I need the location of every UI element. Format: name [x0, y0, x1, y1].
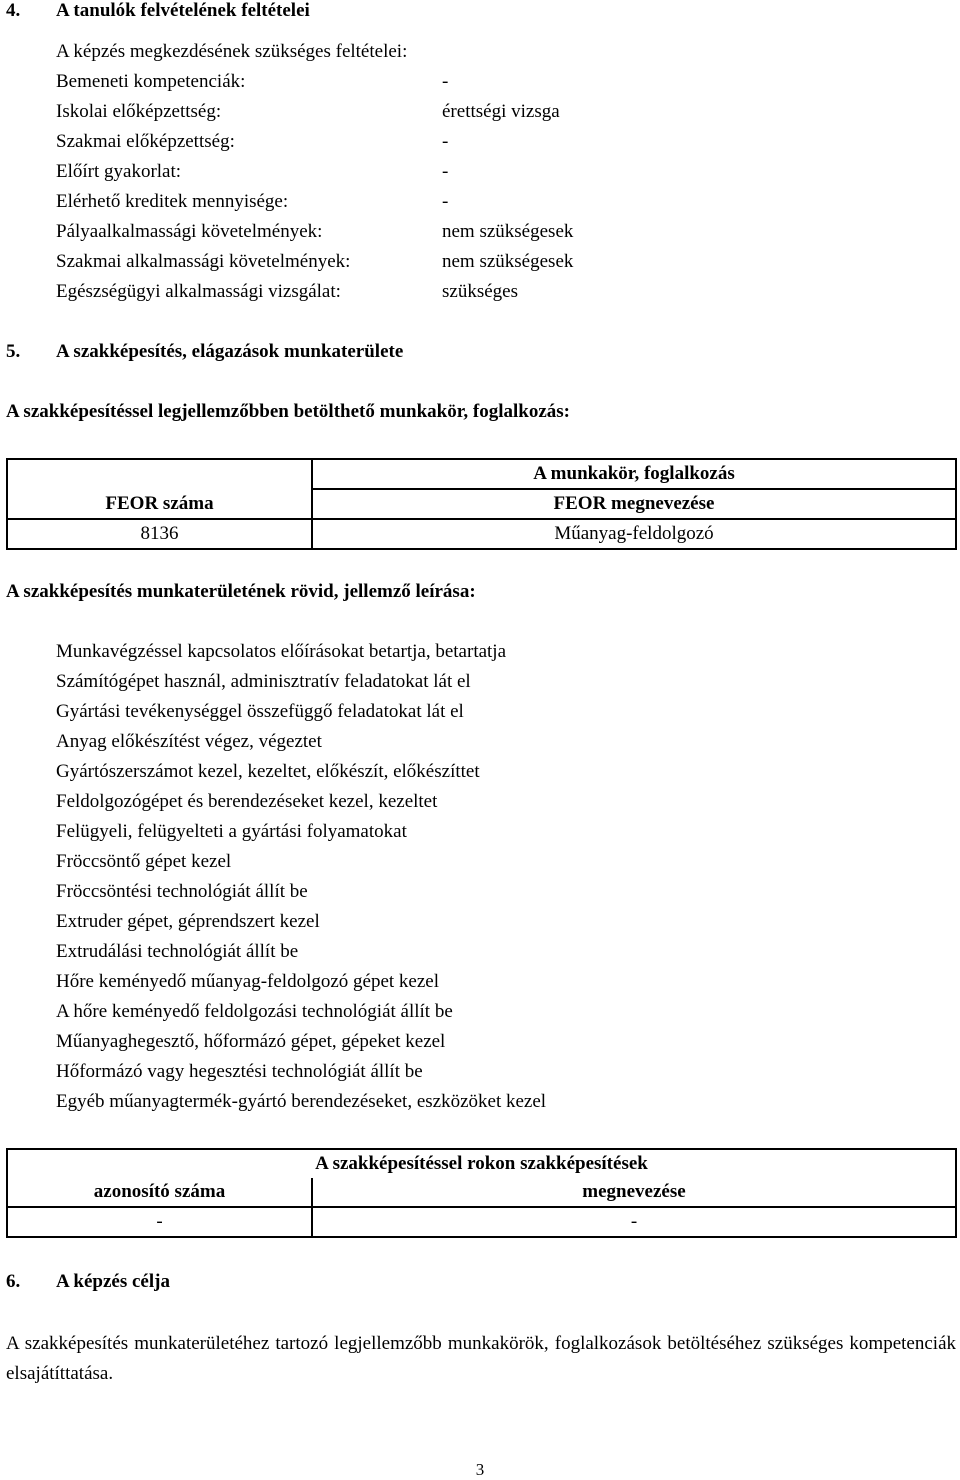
job-code-cell: 8136 — [7, 519, 312, 549]
requirements-intro: A képzés megkezdésének szükséges feltételei: — [56, 41, 408, 62]
section-6-text: A szakképesítés munkaterületéhez tartozó legjellemzőbb munkakörök, foglalkozások betöltéséhez szükséges kompetenciák elsajátíttatása. — [6, 1333, 956, 1384]
requirement-value: érettségi vizsga — [442, 101, 560, 122]
list-item: Fröccsöntő gépet kezel — [56, 851, 232, 872]
requirement-label: Szakmai előképzettség: — [56, 131, 235, 152]
requirement-value: szükséges — [442, 281, 518, 302]
requirement-value: nem szükségesek — [442, 221, 574, 242]
related-code-cell: - — [7, 1207, 312, 1237]
job-table-header-name: FEOR megnevezése — [312, 489, 956, 519]
related-table-header-name: megnevezése — [312, 1178, 956, 1207]
list-item: Anyag előkészítést végez, végeztet — [56, 731, 322, 752]
related-table-title: A szakképesítéssel rokon szakképesítések — [7, 1149, 956, 1178]
list-item: Extruder gépet, géprendszert kezel — [56, 911, 320, 932]
list-item: Munkavégzéssel kapcsolatos előírásokat betartja, betartatja — [56, 641, 507, 662]
list-item: Feldolgozógépet és berendezéseket kezel, kezeltet — [56, 791, 438, 812]
requirement-label: Elérhető kreditek mennyisége: — [56, 191, 289, 212]
description-heading: A szakképesítés munkaterületének rövid, jellemző leírása: — [6, 581, 476, 602]
requirement-label: Pályaalkalmassági követelmények: — [56, 221, 323, 242]
section-4-title: A tanulók felvételének feltételei — [56, 0, 310, 21]
list-item: Hőformázó vagy hegesztési technológiát állít be — [56, 1061, 423, 1082]
job-name-cell: Műanyag-feldolgozó — [312, 519, 956, 549]
requirement-value: nem szükségesek — [442, 251, 574, 272]
requirement-value: - — [442, 131, 449, 152]
requirement-value: - — [442, 71, 449, 92]
list-item: Gyártási tevékenységgel összefüggő feladatokat lát el — [56, 701, 464, 722]
related-name-cell: - — [312, 1207, 956, 1237]
list-item: Felügyeli, felügyelteti a gyártási folyamatokat — [56, 821, 407, 842]
requirement-value: - — [442, 161, 449, 182]
table-row — [7, 1207, 956, 1237]
list-item: Extrudálási technológiát állít be — [56, 941, 299, 962]
list-item: Műanyaghegesztő, hőformázó gépet, gépeket kezel — [56, 1031, 446, 1052]
requirement-label: Iskolai előképzettség: — [56, 101, 222, 122]
list-item: Egyéb műanyagtermék-gyártó berendezéseket, eszközöket kezel — [56, 1091, 547, 1112]
page-number: 3 — [475, 1460, 485, 1479]
requirement-label: Egészségügyi alkalmassági vizsgálat: — [56, 281, 341, 302]
section-5-number: 5. — [6, 341, 21, 362]
table-row — [7, 519, 956, 549]
related-table — [6, 1148, 957, 1238]
related-table-header-code: azonosító száma — [7, 1178, 312, 1207]
requirement-value: - — [442, 191, 449, 212]
section-5-title: A szakképesítés, elágazások munkaterülete — [56, 341, 404, 362]
job-table-header-code: FEOR száma — [7, 489, 312, 519]
requirement-label: Szakmai alkalmassági követelmények: — [56, 251, 351, 272]
list-item: Számítógépet használ, adminisztratív feladatokat lát el — [56, 671, 471, 692]
list-item: A hőre keményedő feldolgozási technológiát állít be — [56, 1001, 453, 1022]
list-item: Fröccsöntési technológiát állít be — [56, 881, 308, 902]
list-item: Hőre keményedő műanyag-feldolgozó gépet kezel — [56, 971, 440, 992]
section-4-number: 4. — [6, 0, 21, 21]
requirement-label: Bemeneti kompetenciák: — [56, 71, 246, 92]
list-item: Gyártószerszámot kezel, kezeltet, előkészít, előkészíttet — [56, 761, 480, 782]
section-6-number: 6. — [6, 1271, 21, 1292]
job-table-title: A munkakör, foglalkozás — [312, 459, 956, 489]
jobs-heading: A szakképesítéssel legjellemzőbben betölthető munkakör, foglalkozás: — [6, 401, 571, 422]
requirement-label: Előírt gyakorlat: — [56, 161, 182, 182]
section-6-title: A képzés célja — [56, 1271, 170, 1292]
job-table — [6, 458, 957, 550]
